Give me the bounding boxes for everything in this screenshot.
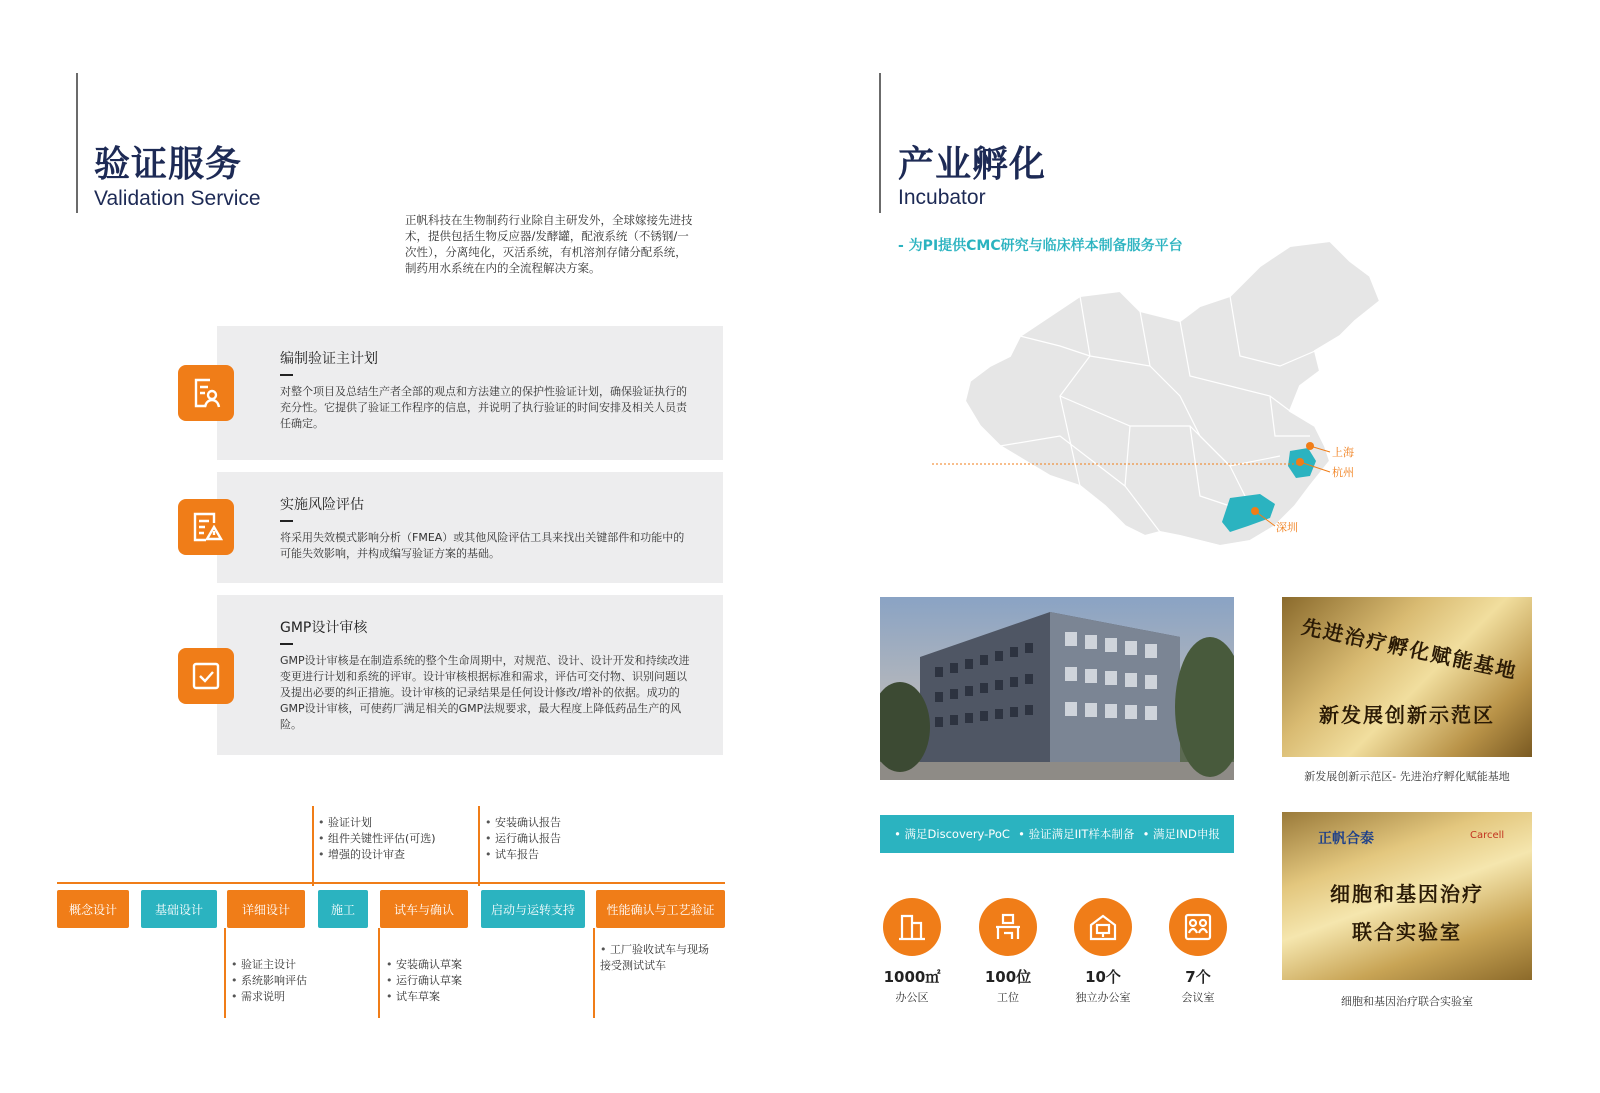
list-below-commission (386, 957, 462, 1005)
left-title-rule (76, 73, 78, 213)
card-risk-assessment (217, 472, 723, 583)
stat-meeting-rooms (1153, 898, 1243, 1005)
connector-detail (224, 928, 226, 1018)
intro-paragraph: 正帆科技在生物制药行业除自主研发外，全球嫁接先进技术，提供包括生物反应器/发酵罐，配液系统（不锈钢/一次性），分离纯化，灭活系统，有机溶剂存储分配系统，制药用水系统在内的全流程解决方案。 (405, 213, 693, 275)
china-map (930, 236, 1450, 596)
step-startup-support: 启动与运转支持 (481, 890, 585, 928)
card-validation-plan (217, 326, 723, 460)
card-dash (280, 643, 293, 645)
office-room-icon (1074, 898, 1132, 956)
stat-label: 工位 (997, 991, 1019, 1004)
plaque2-logo1: 正帆合泰 (1318, 831, 1374, 847)
list-above-construction (318, 815, 436, 863)
bar-item-iit: • 验证满足IIT样本制备 (1018, 827, 1135, 841)
step-detail-design: 详细设计 (227, 890, 305, 928)
right-title-en: Incubator (898, 186, 986, 209)
workstation-icon (979, 898, 1037, 956)
stat-label: 独立办公室 (1075, 991, 1131, 1004)
list-item: • 组件关键性评估(可选) (318, 831, 436, 847)
bar-item-ind: • 满足IND申报 (1142, 827, 1220, 841)
meeting-icon (1169, 898, 1227, 956)
list-below-detail (231, 957, 307, 1005)
stat-number: 7个 (1185, 968, 1211, 986)
plan-icon (178, 365, 234, 421)
list-item: • 验证主设计 (231, 957, 307, 973)
plaque1-caption: 新发展创新示范区- 先进治疗孵化赋能基地 (1304, 770, 1510, 783)
plaque2-logo2: Carcell (1470, 830, 1505, 841)
list-item: • 系统影响评估 (231, 973, 307, 989)
step-construction: 施工 (318, 890, 368, 928)
city-hangzhou: 杭州 (1332, 466, 1354, 479)
plaque-innovation-zone (1282, 597, 1532, 757)
list-item: • 试车草案 (386, 989, 462, 1005)
card-title: 实施风险评估 (280, 497, 364, 513)
city-shanghai: 上海 (1332, 446, 1354, 459)
card-desc: 对整个项目及总结生产者全部的观点和方法建立的保护性验证计划，确保验证执行的充分性。它提供了验证工作程序的信息，并说明了执行验证的时间安排及相关人员责任确定。 (280, 385, 687, 430)
step-concept-design: 概念设计 (57, 890, 129, 928)
list-item: • 工厂验收试车与现场接受测试试车 (600, 942, 718, 974)
connector-startup (478, 806, 480, 886)
card-desc: 将采用失效模式影响分析（FMEA）或其他风险评估工具来找出关键部件和功能中的可能失效影响，并构成编写验证方案的基础。 (280, 531, 685, 560)
connector-construction (312, 806, 314, 886)
list-item: • 运行确认草案 (386, 973, 462, 989)
stat-label: 办公区 (895, 991, 929, 1004)
left-title-cn: 验证服务 (94, 144, 243, 185)
bar-item-discovery: • 满足Discovery-PoC (894, 827, 1010, 841)
city-shenzhen: 深圳 (1276, 521, 1298, 534)
service-highlights-bar (880, 815, 1234, 853)
plaque2-line2: 联合实验室 (1352, 920, 1462, 944)
china-outline (965, 241, 1380, 546)
connector-performance (593, 928, 595, 1018)
list-item: • 增强的设计审查 (318, 847, 436, 863)
card-title: 编制验证主计划 (280, 351, 378, 367)
list-item: • 运行确认报告 (485, 831, 561, 847)
card-dash (280, 520, 293, 522)
right-title-rule (879, 73, 881, 213)
card-desc: GMP设计审核是在制造系统的整个生命周期中，对规范、设计、设计开发和持续改进变更进行计划和系统的评审。设计审核根据标准和需求，评估可交付物、识别问题以及提出必要的纠正措施。设计审核的记录结果是任何设计修改/增补的依据。成功的GMP设计审核，可使药厂满足相关的GMP法规要求，最大程度上降低药品生产的风险。 (280, 654, 690, 731)
step-performance-validation: 性能确认与工艺验证 (596, 890, 725, 928)
step-basic-design: 基础设计 (141, 890, 217, 928)
checkbox-icon (178, 648, 234, 704)
stat-number: 1000㎡ (883, 968, 941, 986)
plaque2-line1: 细胞和基因治疗 (1330, 882, 1484, 906)
connector-commission (378, 928, 380, 1018)
building-photo (880, 597, 1234, 780)
card-title: GMP设计审核 (280, 620, 368, 636)
plaque-joint-lab (1282, 812, 1532, 980)
list-above-startup (485, 815, 561, 863)
card-gmp-review (217, 595, 723, 755)
stat-private-offices (1058, 898, 1148, 1005)
stat-workstations (963, 898, 1053, 1005)
list-below-performance (600, 942, 718, 974)
risk-document-icon (178, 499, 234, 555)
stat-number: 10个 (1085, 968, 1121, 986)
plaque2-caption: 细胞和基因治疗联合实验室 (1341, 995, 1473, 1008)
building-icon (883, 898, 941, 956)
stat-number: 100位 (984, 968, 1032, 986)
card-dash (280, 374, 293, 376)
right-subtitle: - 为PI提供CMC研究与临床样本制备服务平台 (898, 238, 1183, 254)
plaque1-line2: 新发展创新示范区 (1319, 703, 1495, 727)
list-item: • 试车报告 (485, 847, 561, 863)
stat-label: 会议室 (1181, 991, 1215, 1004)
step-commissioning: 试车与确认 (380, 890, 468, 928)
list-item: • 验证计划 (318, 815, 436, 831)
list-item: • 安装确认草案 (386, 957, 462, 973)
stat-office-area (867, 898, 957, 1005)
plaque1-line1: 先进治疗孵化赋能基地 (1299, 614, 1520, 684)
flow-line (57, 882, 725, 884)
list-item: • 需求说明 (231, 989, 307, 1005)
right-title-cn: 产业孵化 (898, 144, 1047, 185)
list-item: • 安装确认报告 (485, 815, 561, 831)
left-title-en: Validation Service (94, 187, 261, 210)
